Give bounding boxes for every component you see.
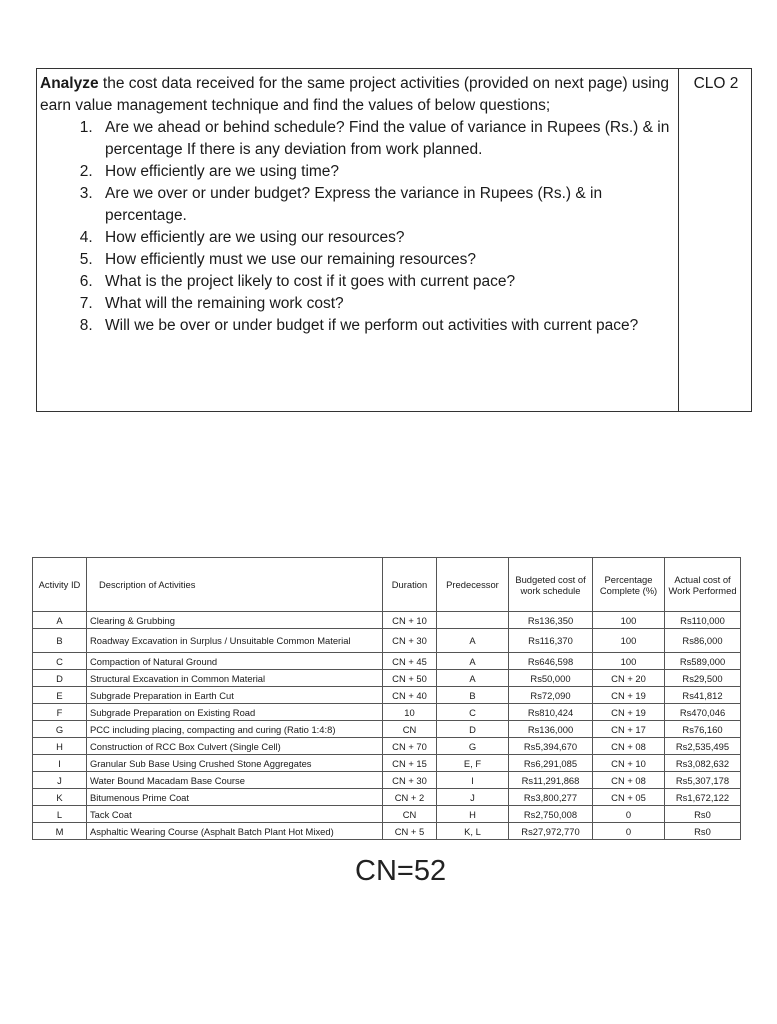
cell-duration: CN + 30 — [383, 629, 437, 653]
cell-duration: CN + 70 — [383, 738, 437, 755]
cell-budgeted: Rs72,090 — [509, 687, 593, 704]
cell-description: Tack Coat — [87, 806, 383, 823]
question-item: 1. Are we ahead or behind schedule? Find the value of variance in Rupees (Rs.) & in percentage If there is any deviation from work planned. — [97, 117, 672, 161]
cell-budgeted: Rs27,972,770 — [509, 823, 593, 840]
cell-predecessor: A — [437, 629, 509, 653]
question-item: 7. What will the remaining work cost? — [97, 293, 672, 315]
question-item: 3. Are we over or under budget? Express the variance in Rupees (Rs.) & in percentage. — [97, 183, 672, 227]
cell-percentage: CN + 19 — [593, 704, 665, 721]
box-border-top — [36, 68, 752, 69]
cell-actual: Rs110,000 — [665, 612, 741, 629]
cell-percentage: 100 — [593, 612, 665, 629]
cell-description: Granular Sub Base Using Crushed Stone Aggregates — [87, 755, 383, 772]
cell-description: Asphaltic Wearing Course (Asphalt Batch Plant Hot Mixed) — [87, 823, 383, 840]
table-row — [33, 687, 741, 704]
cell-predecessor: A — [437, 653, 509, 670]
cell-duration: CN — [383, 806, 437, 823]
cell-description: Roadway Excavation in Surplus / Unsuitable Common Material — [87, 629, 383, 653]
cell-predecessor: G — [437, 738, 509, 755]
cell-description: Compaction of Natural Ground — [87, 653, 383, 670]
cell-predecessor: J — [437, 789, 509, 806]
cell-budgeted: Rs810,424 — [509, 704, 593, 721]
cell-actual: Rs2,535,495 — [665, 738, 741, 755]
cell-id: J — [33, 772, 87, 789]
cell-actual: Rs29,500 — [665, 670, 741, 687]
cell-duration: CN + 40 — [383, 687, 437, 704]
table-row — [33, 772, 741, 789]
table-row — [33, 755, 741, 772]
cell-actual: Rs5,307,178 — [665, 772, 741, 789]
cell-id: K — [33, 789, 87, 806]
header-budgeted-cost: Budgeted cost of work schedule — [509, 558, 593, 612]
cell-actual: Rs589,000 — [665, 653, 741, 670]
cell-percentage: CN + 10 — [593, 755, 665, 772]
clo-label: CLO 2 — [693, 75, 739, 92]
table-body — [33, 612, 741, 840]
cell-percentage: 0 — [593, 823, 665, 840]
cell-actual: Rs41,812 — [665, 687, 741, 704]
cell-budgeted: Rs5,394,670 — [509, 738, 593, 755]
cell-actual: Rs3,082,632 — [665, 755, 741, 772]
header-predecessor: Predecessor — [437, 558, 509, 612]
cell-description: Clearing & Grubbing — [87, 612, 383, 629]
cell-id: E — [33, 687, 87, 704]
cell-actual: Rs76,160 — [665, 721, 741, 738]
intro-bold: Analyze — [40, 75, 99, 92]
question-item: 5. How efficiently must we use our remaining resources? — [97, 249, 672, 271]
cell-id: M — [33, 823, 87, 840]
table-row — [33, 670, 741, 687]
cell-percentage: CN + 08 — [593, 772, 665, 789]
cell-percentage: CN + 19 — [593, 687, 665, 704]
cell-description: Subgrade Preparation on Existing Road — [87, 704, 383, 721]
question-text — [40, 73, 672, 337]
question-intro — [40, 73, 672, 117]
box-border-left — [36, 68, 37, 412]
cell-description: Structural Excavation in Common Material — [87, 670, 383, 687]
header-actual-cost: Actual cost of Work Performed — [665, 558, 741, 612]
cell-description: Construction of RCC Box Culvert (Single Cell) — [87, 738, 383, 755]
cell-predecessor: B — [437, 687, 509, 704]
cell-percentage: CN + 17 — [593, 721, 665, 738]
cell-description: PCC including placing, compacting and curing (Ratio 1:4:8) — [87, 721, 383, 738]
cell-actual: Rs0 — [665, 806, 741, 823]
activity-table — [32, 557, 741, 840]
cell-description: Bitumenous Prime Coat — [87, 789, 383, 806]
question-item: 2. How efficiently are we using time? — [97, 161, 672, 183]
cell-percentage: CN + 20 — [593, 670, 665, 687]
cell-id: G — [33, 721, 87, 738]
table-row — [33, 721, 741, 738]
table-row — [33, 738, 741, 755]
cell-budgeted: Rs11,291,868 — [509, 772, 593, 789]
cell-budgeted: Rs646,598 — [509, 653, 593, 670]
cell-percentage: CN + 05 — [593, 789, 665, 806]
cell-duration: CN + 50 — [383, 670, 437, 687]
cell-actual: Rs86,000 — [665, 629, 741, 653]
question-box — [36, 68, 752, 412]
table-row — [33, 629, 741, 653]
cell-duration: 10 — [383, 704, 437, 721]
cell-description: Subgrade Preparation in Earth Cut — [87, 687, 383, 704]
cell-id: C — [33, 653, 87, 670]
table-row — [33, 789, 741, 806]
question-item: 8. Will we be over or under budget if we perform out activities with current pace? — [97, 315, 672, 337]
cell-predecessor: E, F — [437, 755, 509, 772]
question-item: 6. What is the project likely to cost if it goes with current pace? — [97, 271, 672, 293]
box-border-right — [751, 68, 752, 412]
cell-id: A — [33, 612, 87, 629]
table-header-row — [33, 558, 741, 612]
table-row — [33, 823, 741, 840]
cell-predecessor — [437, 612, 509, 629]
cn-note: CN=52 — [355, 855, 447, 887]
question-item: 4. How efficiently are we using our resources? — [97, 227, 672, 249]
cell-budgeted: Rs50,000 — [509, 670, 593, 687]
cell-percentage: CN + 08 — [593, 738, 665, 755]
cell-percentage: 100 — [593, 653, 665, 670]
intro-rest: the cost data received for the same project activities (provided on next page) using earn value management technique and find the values of below questions; — [40, 75, 669, 114]
cell-id: H — [33, 738, 87, 755]
cell-description: Water Bound Macadam Base Course — [87, 772, 383, 789]
cell-budgeted: Rs2,750,008 — [509, 806, 593, 823]
cell-predecessor: D — [437, 721, 509, 738]
cell-predecessor: H — [437, 806, 509, 823]
box-divider — [678, 68, 679, 412]
cell-duration: CN — [383, 721, 437, 738]
header-activity-id: Activity ID — [33, 558, 87, 612]
cell-predecessor: K, L — [437, 823, 509, 840]
cell-duration: CN + 30 — [383, 772, 437, 789]
header-duration: Duration — [383, 558, 437, 612]
cell-budgeted: Rs116,370 — [509, 629, 593, 653]
cell-duration: CN + 45 — [383, 653, 437, 670]
cell-actual: Rs1,672,122 — [665, 789, 741, 806]
cell-percentage: 0 — [593, 806, 665, 823]
cell-duration: CN + 5 — [383, 823, 437, 840]
cell-budgeted: Rs6,291,085 — [509, 755, 593, 772]
table-row — [33, 612, 741, 629]
cell-percentage: 100 — [593, 629, 665, 653]
cell-actual: Rs470,046 — [665, 704, 741, 721]
cell-predecessor: C — [437, 704, 509, 721]
cell-duration: CN + 15 — [383, 755, 437, 772]
cell-id: B — [33, 629, 87, 653]
cell-duration: CN + 2 — [383, 789, 437, 806]
table-row — [33, 806, 741, 823]
cell-budgeted: Rs136,000 — [509, 721, 593, 738]
cell-predecessor: A — [437, 670, 509, 687]
cell-id: L — [33, 806, 87, 823]
cell-duration: CN + 10 — [383, 612, 437, 629]
cell-budgeted: Rs3,800,277 — [509, 789, 593, 806]
question-list — [40, 117, 672, 337]
cell-id: I — [33, 755, 87, 772]
header-description: Description of Activities — [87, 558, 383, 612]
table-row — [33, 704, 741, 721]
cell-id: F — [33, 704, 87, 721]
cell-budgeted: Rs136,350 — [509, 612, 593, 629]
box-border-bottom — [36, 411, 752, 412]
cell-predecessor: I — [437, 772, 509, 789]
header-percentage: Percentage Complete (%) — [593, 558, 665, 612]
table-row — [33, 653, 741, 670]
cell-id: D — [33, 670, 87, 687]
cell-actual: Rs0 — [665, 823, 741, 840]
